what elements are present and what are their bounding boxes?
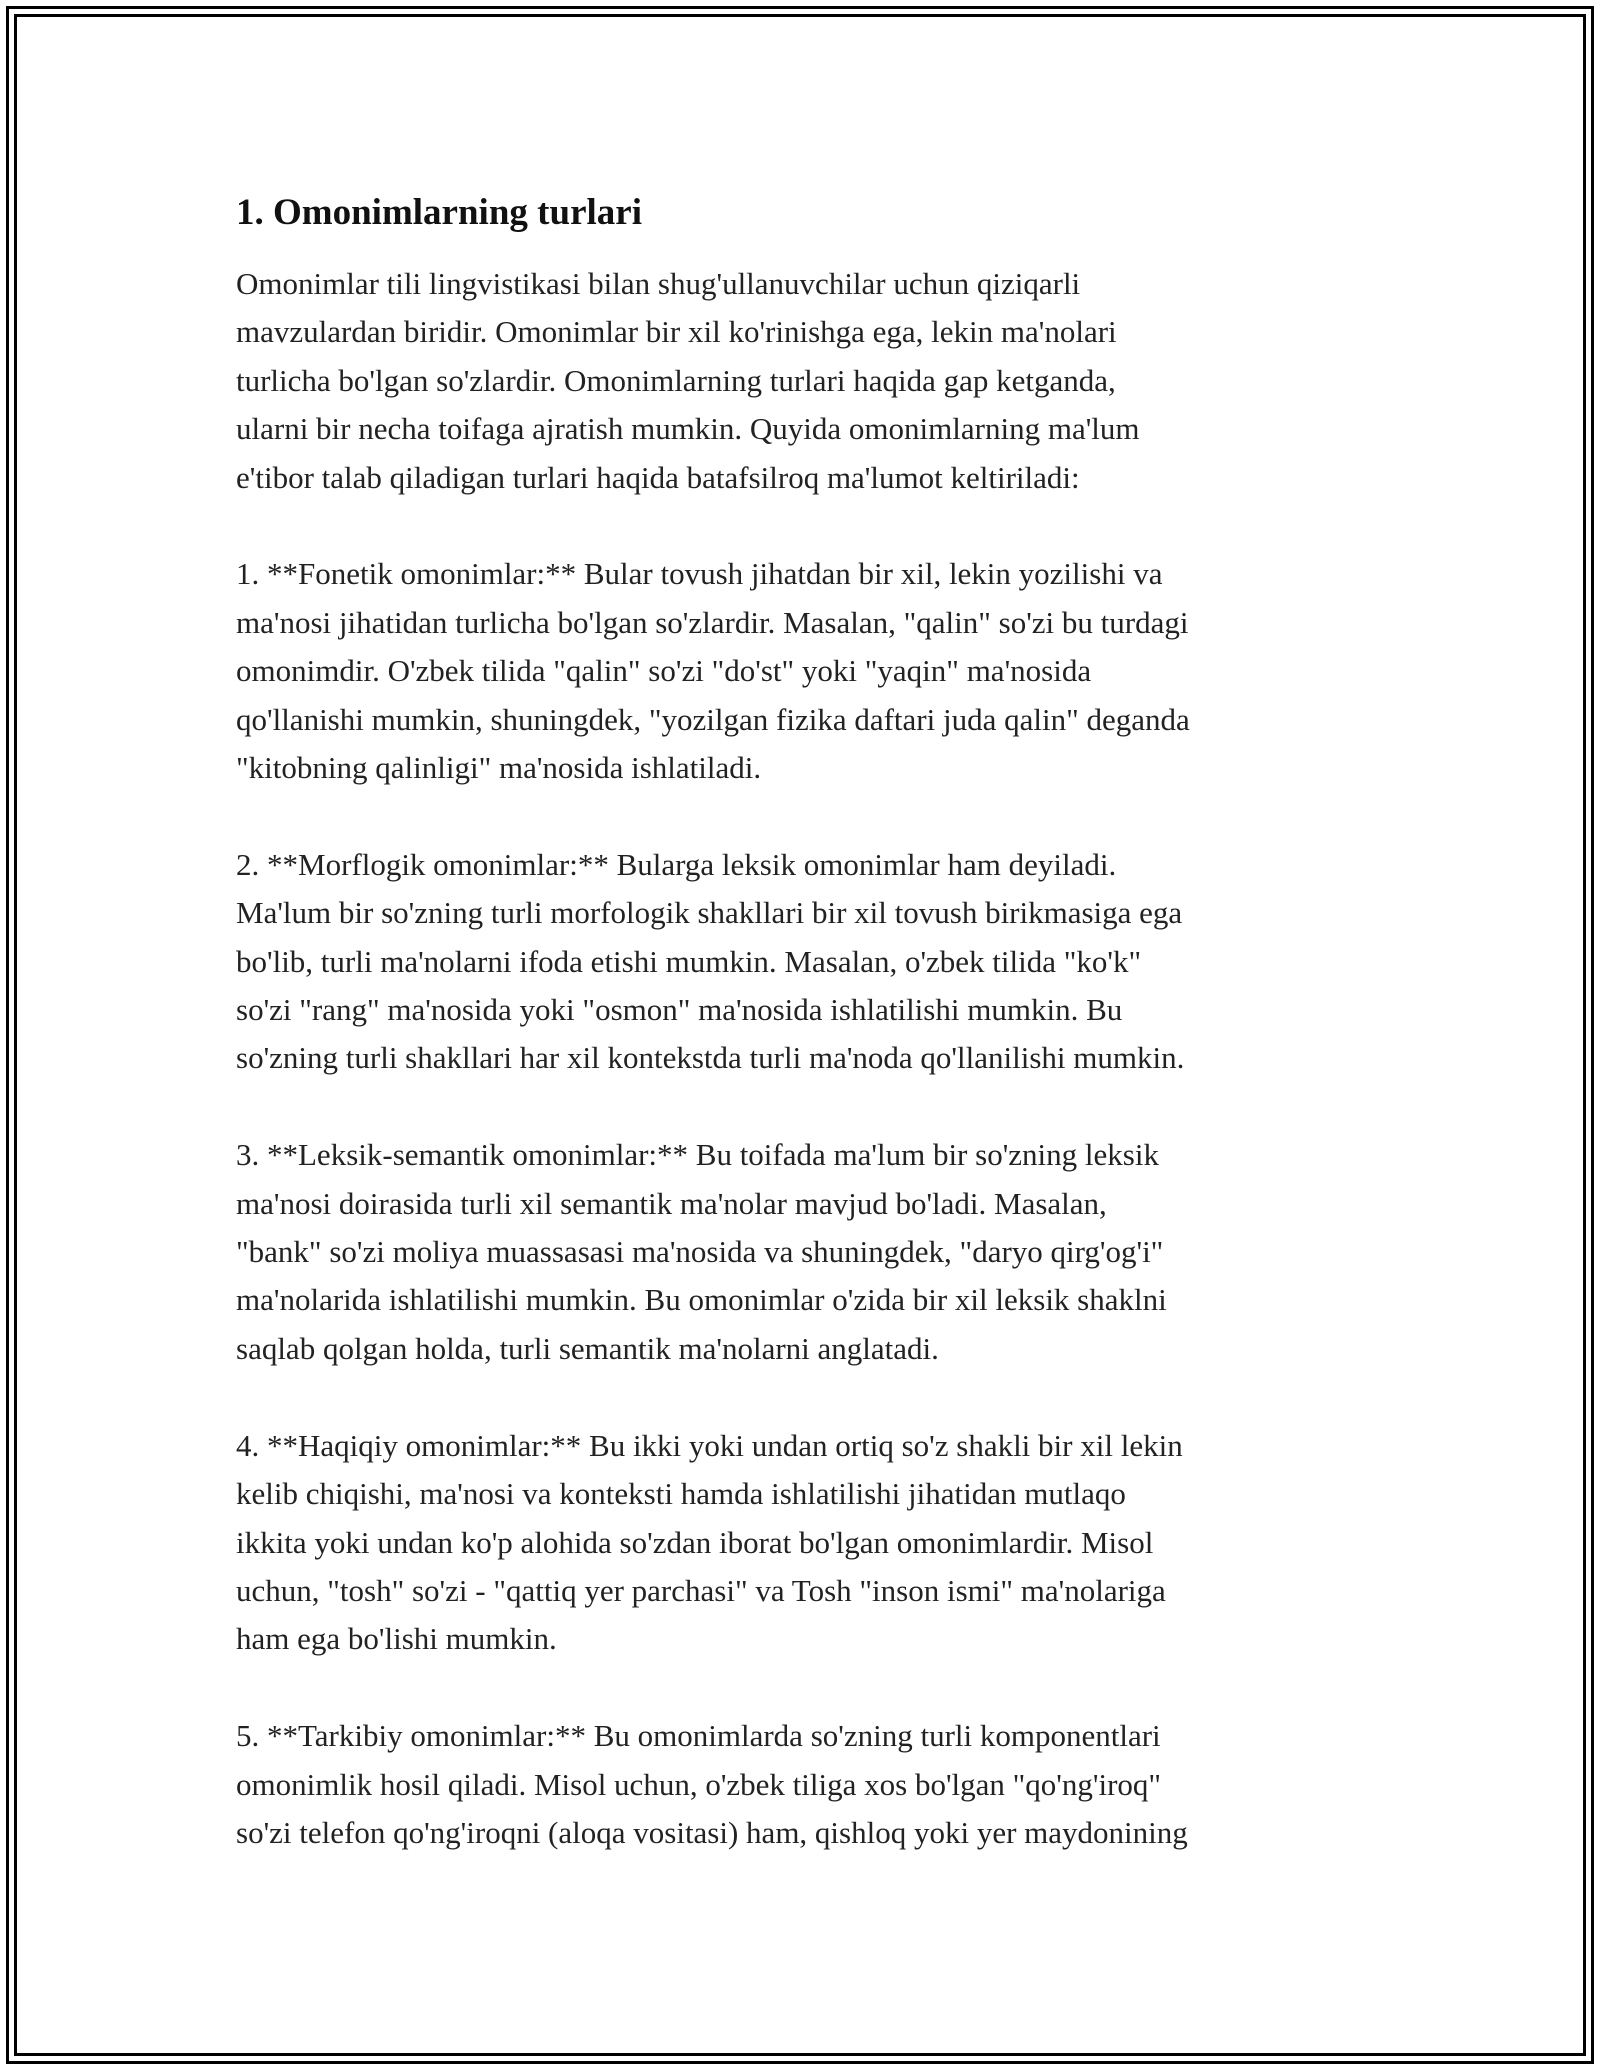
text-line: so'zi telefon qo'ng'iroqni (aloqa vositasi) ham, qishloq yoki yer maydonining	[236, 1814, 1188, 1850]
text-line: ham ega bo'lishi mumkin.	[236, 1621, 557, 1657]
text-line: 3. **Leksik-semantik omonimlar:** Bu toifada ma'lum bir so'zning leksik	[236, 1137, 1159, 1173]
text-line: so'zning turli shakllari har xil kontekstda turli ma'noda qo'llanilishi mumkin.	[236, 1040, 1185, 1076]
text-line: kelib chiqishi, ma'nosi va konteksti hamda ishlatilishi jihatidan mutlaqo	[236, 1476, 1126, 1512]
text-line: 5. **Tarkibiy omonimlar:** Bu omonimlarda so'zning turli komponentlari	[236, 1718, 1161, 1754]
text-line: 2. **Morflogik omonimlar:** Bularga leksik omonimlar ham deyiladi.	[236, 846, 1117, 882]
text-line: 4. **Haqiqiy omonimlar:** Bu ikki yoki undan ortiq so'z shakli bir xil lekin	[236, 1427, 1183, 1463]
page-title: 1. Omonimlarning turlari	[236, 192, 642, 233]
text-line: bo'lib, turli ma'nolarni ifoda etishi mumkin. Masalan, o'zbek tilida "ko'k"	[236, 943, 1142, 979]
text-line: "kitobning qalinligi" ma'nosida ishlatiladi.	[236, 750, 762, 786]
text-line: mavzulardan biridir. Omonimlar bir xil ko'rinishga ega, lekin ma'nolari	[236, 314, 1117, 350]
text-line: "bank" so'zi moliya muassasasi ma'nosida va shuningdek, "daryo qirg'og'i"	[236, 1234, 1164, 1270]
text-line: ikkita yoki undan ko'p alohida so'zdan iborat bo'lgan omonimlardir. Misol	[236, 1524, 1154, 1560]
text-line: turlicha bo'lgan so'zlardir. Omonimlarning turlari haqida gap ketganda,	[236, 362, 1116, 398]
document-body	[236, 186, 1376, 1906]
text-line: qo'llanishi mumkin, shuningdek, "yozilgan fizika daftari juda qalin" deganda	[236, 701, 1190, 737]
text-line: Omonimlar tili lingvistikasi bilan shug'ullanuvchilar uchun qiziqarli	[236, 266, 1081, 301]
text-line: so'zi "rang" ma'nosida yoki "osmon" ma'nosida ishlatilishi mumkin. Bu	[236, 992, 1123, 1028]
text-line: Ma'lum bir so'zning turli morfologik shakllari bir xil tovush birikmasiga ega	[236, 895, 1183, 931]
paragraph-item-1	[236, 550, 1376, 792]
text-line: ma'nosi doirasida turli xil semantik ma'nolar mavjud bo'ladi. Masalan,	[236, 1185, 1107, 1221]
text-line: omonimlik hosil qiladi. Misol uchun, o'zbek tiliga xos bo'lgan "qo'ng'iroq"	[236, 1766, 1162, 1802]
text-line: e'tibor talab qiladigan turlari haqida batafsilroq ma'lumot keltiriladi:	[236, 459, 1080, 495]
text-line: ma'nosi jihatidan turlicha bo'lgan so'zlardir. Masalan, "qalin" so'zi bu turdagi	[236, 604, 1189, 640]
text-line: omonimdir. O'zbek tilida "qalin" so'zi "do'st" yoki "yaqin" ma'nosida	[236, 653, 1092, 689]
text-line: 1. **Fonetik omonimlar:** Bular tovush jihatdan bir xil, lekin yozilishi va	[236, 556, 1163, 592]
paragraph-item-3	[236, 1131, 1376, 1373]
paragraph-item-5	[236, 1712, 1376, 1857]
text-line: ularni bir necha toifaga ajratish mumkin. Quyida omonimlarning ma'lum	[236, 411, 1140, 447]
text-line: uchun, "tosh" so'zi - "qattiq yer parchasi" va Tosh "inson ismi" ma'nolariga	[236, 1572, 1166, 1608]
paragraph-intro	[236, 260, 1376, 502]
paragraph-item-4	[236, 1422, 1376, 1664]
text-line: ma'nolarida ishlatilishi mumkin. Bu omonimlar o'zida bir xil leksik shaklni	[236, 1282, 1167, 1318]
text-line: saqlab qolgan holda, turli semantik ma'nolarni anglatadi.	[236, 1330, 939, 1366]
paragraph-item-2	[236, 841, 1376, 1083]
